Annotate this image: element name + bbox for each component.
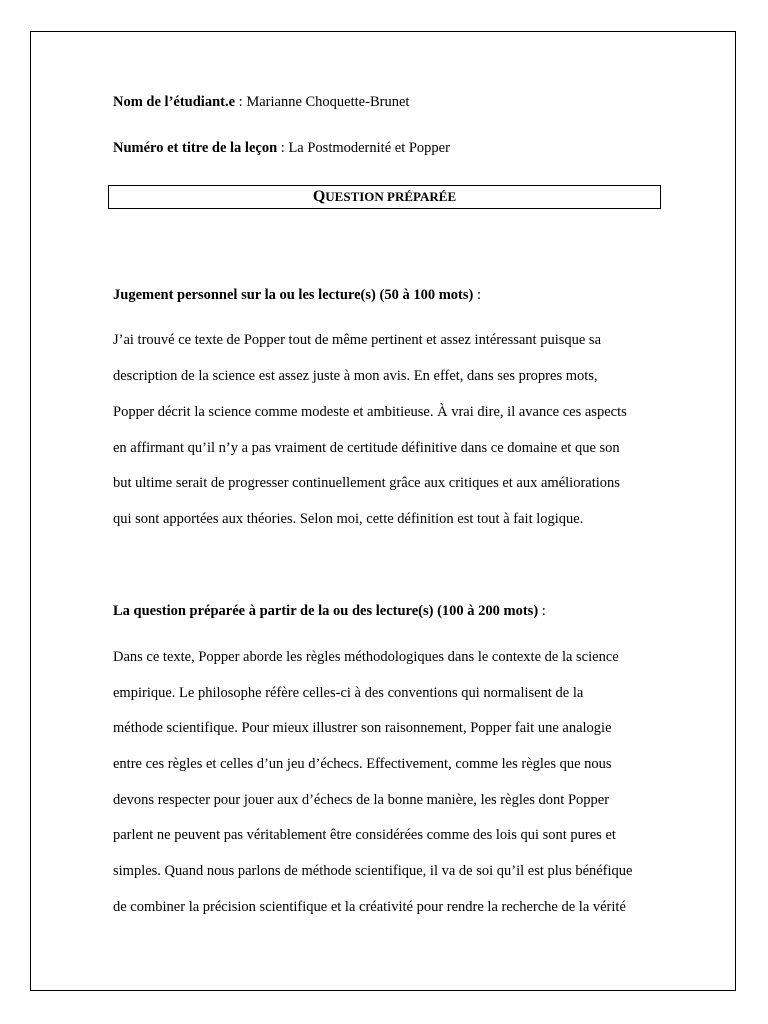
section2-line: parlent ne peuvent pas véritablement être considérées comme des lois qui sont pures et	[113, 827, 616, 843]
lesson-title: La Postmodernité et Popper	[288, 140, 450, 156]
section1-line: Popper décrit la science comme modeste et ambitieuse. À vrai dire, il avance ces aspects	[113, 404, 627, 420]
section2-line: de combiner la précision scientifique et la créativité pour rendre la recherche de la vérité	[113, 899, 626, 915]
section1-line: J’ai trouvé ce texte de Popper tout de même pertinent et assez intéressant puisque sa	[113, 332, 602, 348]
student-label: Nom de l’étudiant.e	[113, 94, 236, 110]
lesson-line	[113, 139, 450, 157]
section2-line: simples. Quand nous parlons de méthode scientifique, il va de soi qu’il est plus bénéfique	[113, 863, 633, 879]
question-heading-box	[108, 185, 661, 209]
student-name-line	[113, 93, 409, 111]
section2-line: devons respecter pour jouer aux d’échecs de la bonne manière, les règles dont Popper	[113, 792, 610, 808]
section1-line: description de la science est assez juste à mon avis. En effet, dans ses propres mots,	[113, 368, 598, 384]
section1-title: Jugement personnel sur la ou les lecture(s) (50 à 100 mots)	[113, 287, 474, 303]
heading-rest: UESTION PRÉPARÉE	[325, 189, 457, 204]
section1-line: en affirmant qu’il n’y a pas vraiment de certitude définitive dans ce domaine et que son	[113, 440, 620, 456]
section2-line: Dans ce texte, Popper aborde les règles méthodologiques dans le contexte de la science	[113, 649, 619, 665]
student-separator: :	[235, 94, 247, 110]
section2-line: empirique. Le philosophe réfère celles-ci à des conventions qui normalisent de la	[113, 685, 584, 701]
section1-line: qui sont apportées aux théories. Selon moi, cette définition est tout à fait logique.	[113, 511, 584, 527]
lesson-label: Numéro et titre de la leçon	[113, 140, 278, 156]
section2-line: méthode scientifique. Pour mieux illustrer son raisonnement, Popper fait une analogie	[113, 720, 612, 736]
lesson-separator: :	[277, 140, 289, 156]
section1-line: but ultime serait de progresser continuellement grâce aux critiques et aux améliorations	[113, 475, 620, 491]
section1-title-suffix: :	[473, 287, 481, 303]
section2-title: La question préparée à partir de la ou des lecture(s) (100 à 200 mots)	[113, 603, 539, 619]
section2-title-line	[113, 602, 546, 620]
section2-line: entre ces règles et celles d’un jeu d’échecs. Effectivement, comme les règles que nous	[113, 756, 612, 772]
student-name: Marianne Choquette-Brunet	[246, 94, 410, 110]
section1-title-line	[113, 286, 481, 304]
section2-title-suffix: :	[538, 603, 546, 619]
heading-first-letter: Q	[312, 188, 326, 205]
